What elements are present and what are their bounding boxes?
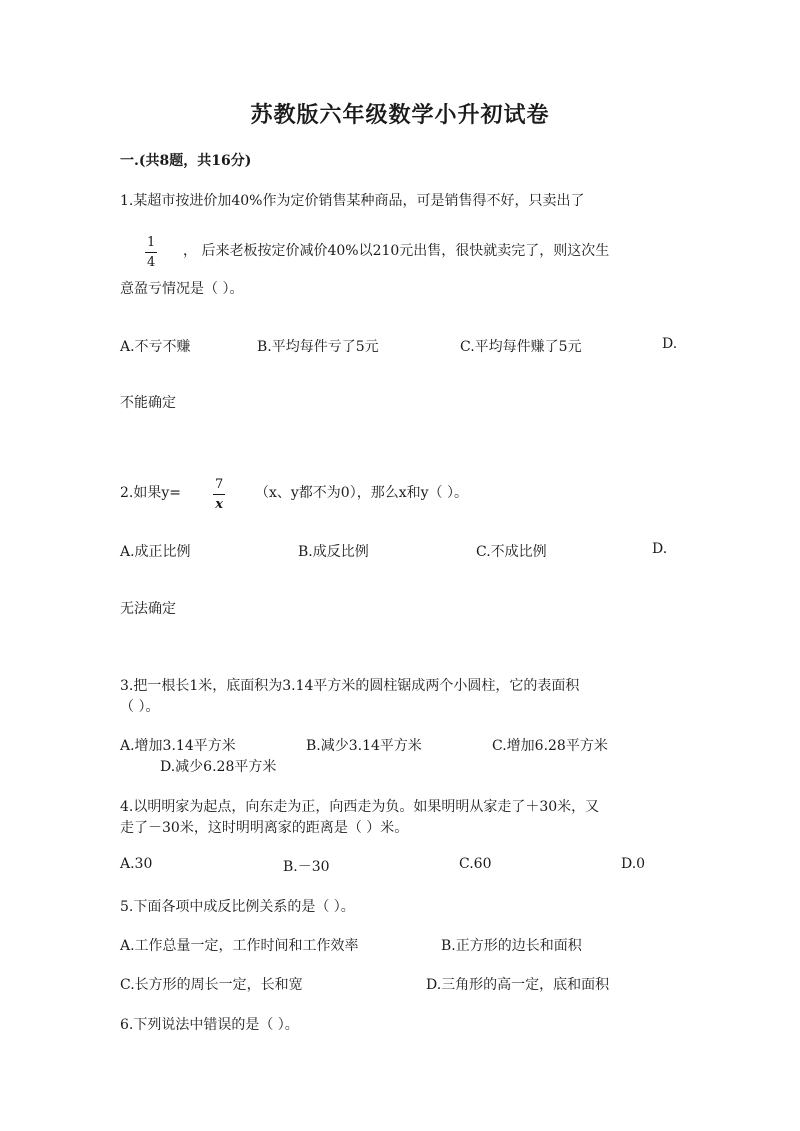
- page-title: 苏教版六年级数学小升初试卷: [250, 102, 550, 128]
- q1-option-d-text: 不能确定: [120, 395, 176, 411]
- q5-option-b: B.正方形的边长和面积: [441, 938, 582, 954]
- q3-option-b: B.减少3.14平方米: [306, 738, 422, 754]
- q4-option-b: B.－30: [283, 859, 330, 875]
- q2-suffix: （x、y都不为0），那么x和y（ ）。: [255, 485, 468, 501]
- q4-option-a: A.30: [120, 856, 153, 872]
- q3-line2: （ ）。: [120, 699, 160, 715]
- q2-prefix: 2.如果y=: [120, 485, 181, 501]
- q2-option-c: C.不成比例: [476, 544, 547, 560]
- section-heading: 一.(共8题，共16分): [120, 153, 252, 169]
- q1-option-c: C.平均每件赚了5元: [460, 339, 582, 355]
- q3-option-a: A.增加3.14平方米: [120, 738, 236, 754]
- q5-option-c: C.长方形的周长一定，长和宽: [120, 977, 303, 993]
- q2-option-b: B.成反比例: [298, 544, 369, 560]
- q1-option-d-label: D.: [662, 336, 678, 352]
- q4-option-d: D.0: [621, 856, 646, 872]
- q2-fraction: [213, 478, 225, 511]
- q5-option-d: D.三角形的高一定，底和面积: [426, 977, 610, 993]
- q1-fraction-denominator: 4: [147, 255, 156, 270]
- q3-option-c: C.增加6.28平方米: [492, 738, 608, 754]
- q1-line3: 意盈亏情况是（ ）。: [120, 281, 244, 297]
- q5-line1: 5.下面各项中成反比例关系的是（ ）。: [120, 899, 355, 915]
- q2-fraction-numerator: 7: [215, 477, 224, 492]
- q1-line2: ， 后来老板按定价减价40%以210元出售，很快就卖完了，则这次生: [183, 243, 610, 259]
- q1-fraction: [145, 236, 157, 269]
- q2-fraction-denominator: x: [215, 497, 224, 512]
- q1-option-b: B.平均每件亏了5元: [257, 339, 379, 355]
- q3-line1: 3.把一根长1米，底面积为3.14平方米的圆柱锯成两个小圆柱，它的表面积: [120, 678, 580, 694]
- q2-option-d-label: D.: [652, 541, 668, 557]
- q1-line1: 1.某超市按进价加40%作为定价销售某种商品，可是销售得不好，只卖出了: [120, 193, 585, 209]
- q2-option-a: A.成正比例: [120, 544, 191, 560]
- q4-option-c: C.60: [459, 856, 492, 872]
- q6-line1: 6.下列说法中错误的是（ ）。: [120, 1017, 299, 1033]
- q5-option-a: A.工作总量一定，工作时间和工作效率: [120, 938, 359, 954]
- q2-option-d-text: 无法确定: [120, 601, 176, 617]
- q3-option-d: D.减少6.28平方米: [160, 759, 277, 775]
- q4-line2: 走了－30米，这时明明离家的距离是（ ）米。: [120, 820, 409, 836]
- q4-line1: 4.以明明家为起点，向东走为正，向西走为负。如果明明从家走了＋30米，又: [120, 799, 600, 815]
- q1-option-a: A.不亏不赚: [120, 339, 191, 355]
- q1-fraction-numerator: 1: [147, 235, 156, 250]
